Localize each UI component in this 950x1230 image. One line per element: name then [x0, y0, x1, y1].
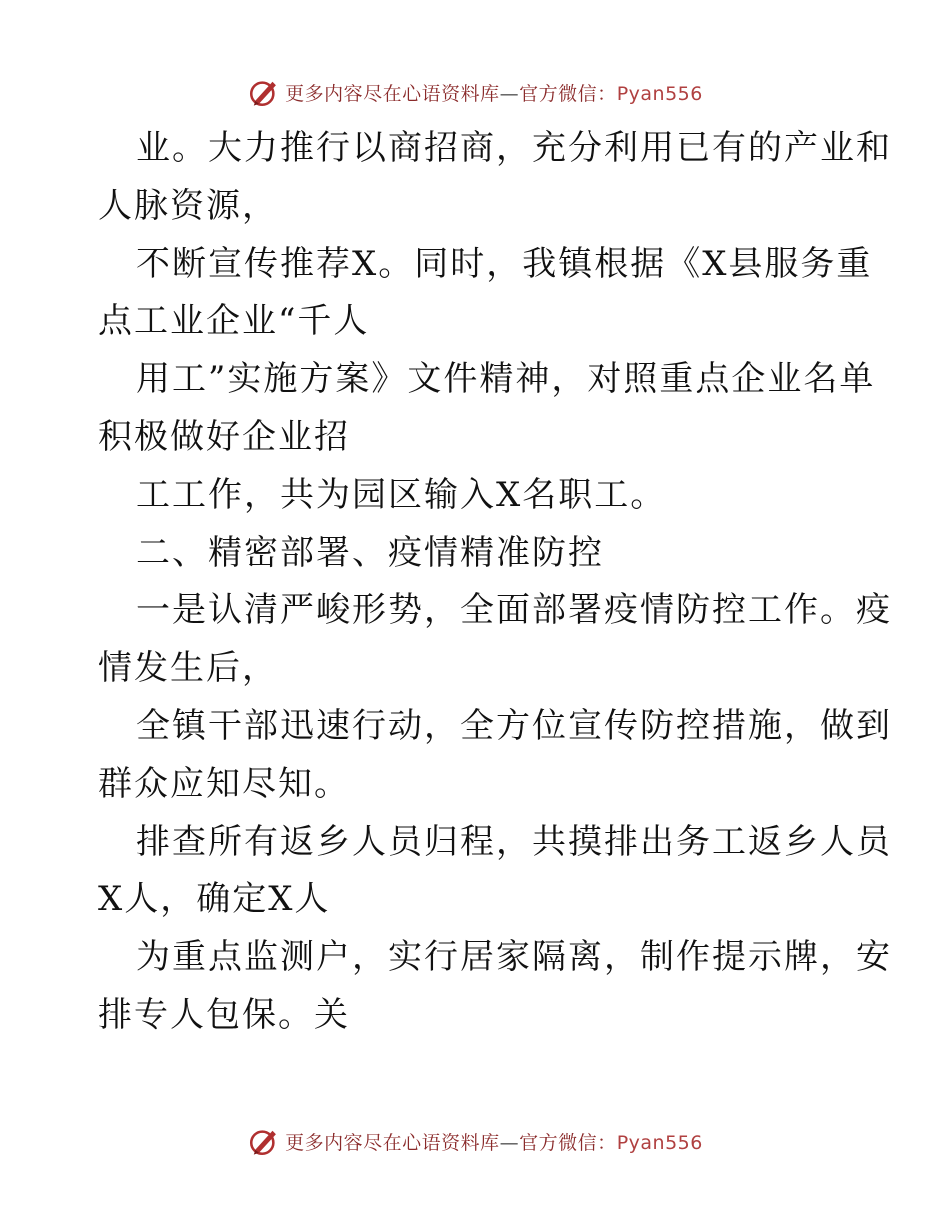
section-heading: 二、精密部署、疫情精准防控 — [136, 532, 604, 573]
footer-banner-separator: — — [499, 1131, 520, 1154]
header-banner-separator: — — [499, 82, 520, 105]
footer-banner-title: 更多内容尽在心语资料库 — [285, 1131, 500, 1154]
header-banner-text — [285, 79, 703, 106]
footer-banner-contact-label: 官方微信： — [519, 1131, 617, 1154]
body-line: 用工”实施方案》文件精神，对照重点企业名单 — [136, 359, 876, 400]
body-line: 排专人包保。关 — [98, 994, 350, 1035]
pen-logo-icon — [247, 75, 281, 109]
body-line: 排查所有返乡人员归程，共摸排出务工返乡人员 — [136, 821, 892, 862]
body-line: 全镇干部迅速行动，全方位宣传防控措施，做到 — [136, 705, 892, 746]
body-line: X人，确定X人 — [98, 879, 331, 920]
pen-logo-icon — [247, 1124, 281, 1158]
header-banner-contact-label: 官方微信： — [519, 82, 617, 105]
header-banner — [0, 72, 950, 112]
body-line: 点工业企业“千人 — [98, 301, 370, 342]
footer-banner-contact-id: Pyan556 — [616, 1131, 703, 1154]
body-line: 群众应知尽知。 — [98, 763, 350, 804]
body-line: 工工作，共为园区输入X名职工。 — [136, 474, 667, 515]
body-line: 人脉资源， — [98, 185, 278, 226]
body-line: 积极做好企业招 — [98, 416, 350, 457]
body-line: 业。大力推行以商招商，充分利用已有的产业和 — [136, 128, 892, 168]
body-line: 为重点监测户，实行居家隔离，制作提示牌，安 — [136, 937, 892, 978]
footer-banner — [0, 1121, 950, 1161]
footer-banner-text — [285, 1128, 703, 1155]
header-banner-title: 更多内容尽在心语资料库 — [285, 82, 500, 105]
body-line: 不断宣传推荐X。同时，我镇根据《X县服务重 — [136, 243, 873, 284]
header-banner-contact-id: Pyan556 — [616, 82, 703, 105]
body-line: 一是认清严峻形势，全面部署疫情防控工作。疫 — [136, 590, 892, 631]
document-body — [98, 120, 892, 1045]
body-line: 情发生后， — [98, 648, 278, 689]
